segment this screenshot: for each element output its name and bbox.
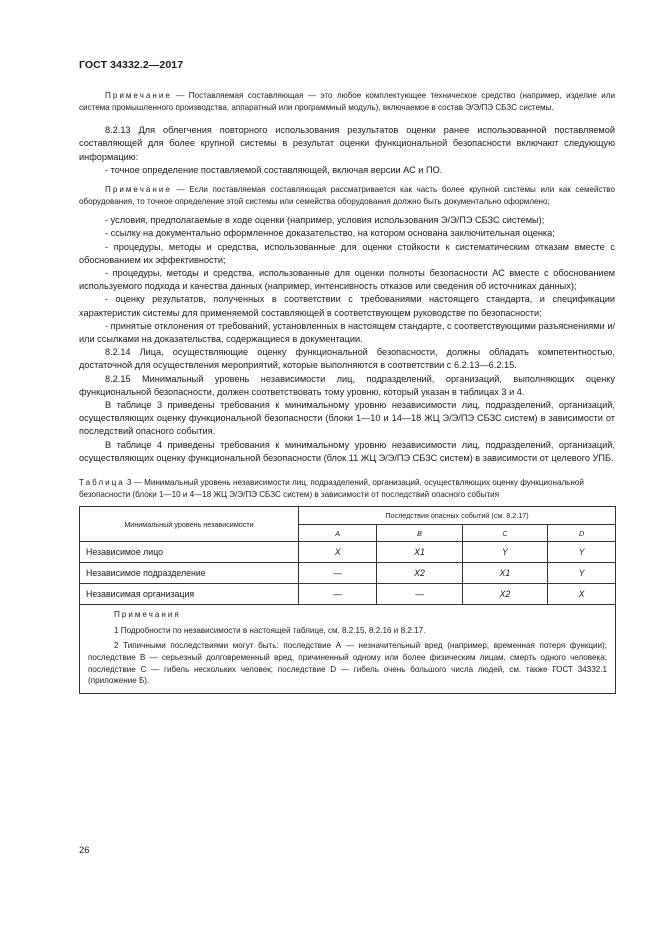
table-cell: — [377,584,462,605]
list-item: - принятые отклонения от требований, установленных в настоящем стандарте, с соответствующими разъяснениями и/или ссылками на доказательства, содержащиеся в документации. [79,320,615,345]
page-header: ГОСТ 34332.2—2017 [79,59,184,71]
note-label: Примечание [105,185,172,194]
notes-title: Примечания [114,610,181,620]
table-row [80,563,616,584]
column-header: С [462,525,547,542]
table-cell: X2 [462,584,547,605]
table-cell: Y [548,542,616,563]
paragraph-8-2-13: 8.2.13 Для облегчения повторного использования результатов оценки ранее использованной поставляемой составляющей для более крупной системы в результат оценки функциональной безопасности включают следующую информацию: [79,125,615,162]
table-3-caption [79,477,615,500]
paragraph-8-2-15: 8.2.15 Минимальный уровень независимости лиц, подразделений, организаций, выполняющих оценку функциональной безопасности, должен соответствовать тому уровню, который указан в таблицах 3 и 4. [79,373,615,397]
row-header-cell: Минимальный уровень независимости [80,507,299,542]
table-cell: X1 [377,542,462,563]
column-header: А [299,525,377,542]
list-item: - процедуры, методы и средства, использованные для оценки стойкости к систематическим отказам вместе с обоснованием их эффективности; [79,241,615,265]
list-item: - точное определение поставляемой составляющей, включая версии АС и ПО. [105,164,443,175]
column-header: В [377,525,462,542]
note-text: — Поставляемая составляющая — это любое комплектующее техническое средство (например, изделие или система промышленного производства, аппаратный или программный модуль), включаемое в состав Э/Э/ПЭ СБЗС системы. [79,91,615,112]
table-cell: X [299,542,377,563]
table-cell: Y [462,542,547,563]
page-number: 26 [79,845,90,856]
list-item: - оценку результатов, полученных в соответствии с требованиями настоящего стандарта, и спецификации характеристик системы для применяемой составляющей в соответствующем руководстве по безопасности; [79,294,615,318]
paragraph-table-4-intro: В таблице 4 приведены требования к минимальному уровню независимости лиц, подразделений, организаций, осуществляющих оценку функциональной безопасности (блок 11 ЖЦ Э/Э/ПЭ СБЗС систем) в зависимости от целевого УПБ. [79,439,615,463]
note-supplied-component [79,90,615,113]
table-cell: X2 [377,563,462,584]
list-item: - ссылку на документально оформленное доказательство, на котором основана заключительная оценка; [105,228,555,239]
table-row [80,542,616,563]
table-header-row [80,507,616,525]
table-notes [80,605,616,694]
paragraph-table-3-intro: В таблице 3 приведены требования к минимальному уровню независимости лиц, подразделений, организаций, осуществляющих оценку функциональной безопасности (блоки 1—10 и 14—18 ЖЦ Э/Э/ПЭ СБЗС систем) в зависимости от последствий опасного события. [79,400,615,437]
note-family-equipment [79,184,615,207]
note-text: — Если поставляемая составляющая рассматривается как часть более крупной системы или как семейство оборудования, то точное определение этой системы или семейства оборудования должно быть документально оформлено; [79,185,615,206]
table-notes-row [80,605,616,694]
row-label: Независимое подразделение [80,563,299,584]
independence-table [79,506,616,694]
table-cell: X [548,584,616,605]
table-note: 1 Подробности по независимости в настоящей таблице, см. 8.2.15, 8.2.16 и 8.2.17. [114,625,426,635]
note-label: Примечание [105,91,172,100]
table-cell: — [299,563,377,584]
table-cell: — [299,584,377,605]
list-item: - процедуры, методы и средства, использованные для оценки полноты безопасности АС вместе с обоснованием используемого подхода и качества данных (например, интенсивность отказов или сведения об источниках данных); [79,268,615,292]
list-item: - условия, предполагаемые в ходе оценки (например, условия использования Э/Э/ПЭ СБЗС системы); [105,215,545,226]
table-caption-label: Таблица [79,478,125,488]
group-header-cell: Последствия опасных событий (см. 8.2.17) [299,507,616,525]
row-label: Независимая организация [80,584,299,605]
table-row [80,584,616,605]
assessment-info-list [79,214,615,346]
column-header: D [548,525,616,542]
table-caption-text: 3 — Минимальный уровень независимости лиц, подразделений, организаций, осуществляющих оценку функциональной безопасности (блоки 1—10 и 4—18 ЖЦ Э/Э/ПЭ СБЗС систем) в зависимости от последствий опасного события [79,478,584,499]
paragraph-8-2-14: 8.2.14 Лица, осуществляющие оценку функциональной безопасности, должны обладать компетентностью, достаточной для осуществления мероприятий, которые выполняются в соответствии с 6.2.13—6.2.15. [79,347,615,371]
page-content [79,90,615,694]
table-cell: X1 [462,563,547,584]
table-note: 2 Типичными последствиями могут быть: последствие А — незначительный вред (например, временная потеря функции); последствие В — серьезный долговременный вред, причиненный одному или более физическим лицам, смерть одного человека; последствие С — гибель нескольких человек; последствие D — гибель очень большого числа людей, см. также ГОСТ 34332.1 (приложение Б). [88,641,607,686]
table-cell: Y [548,563,616,584]
row-label: Независимое лицо [80,542,299,563]
